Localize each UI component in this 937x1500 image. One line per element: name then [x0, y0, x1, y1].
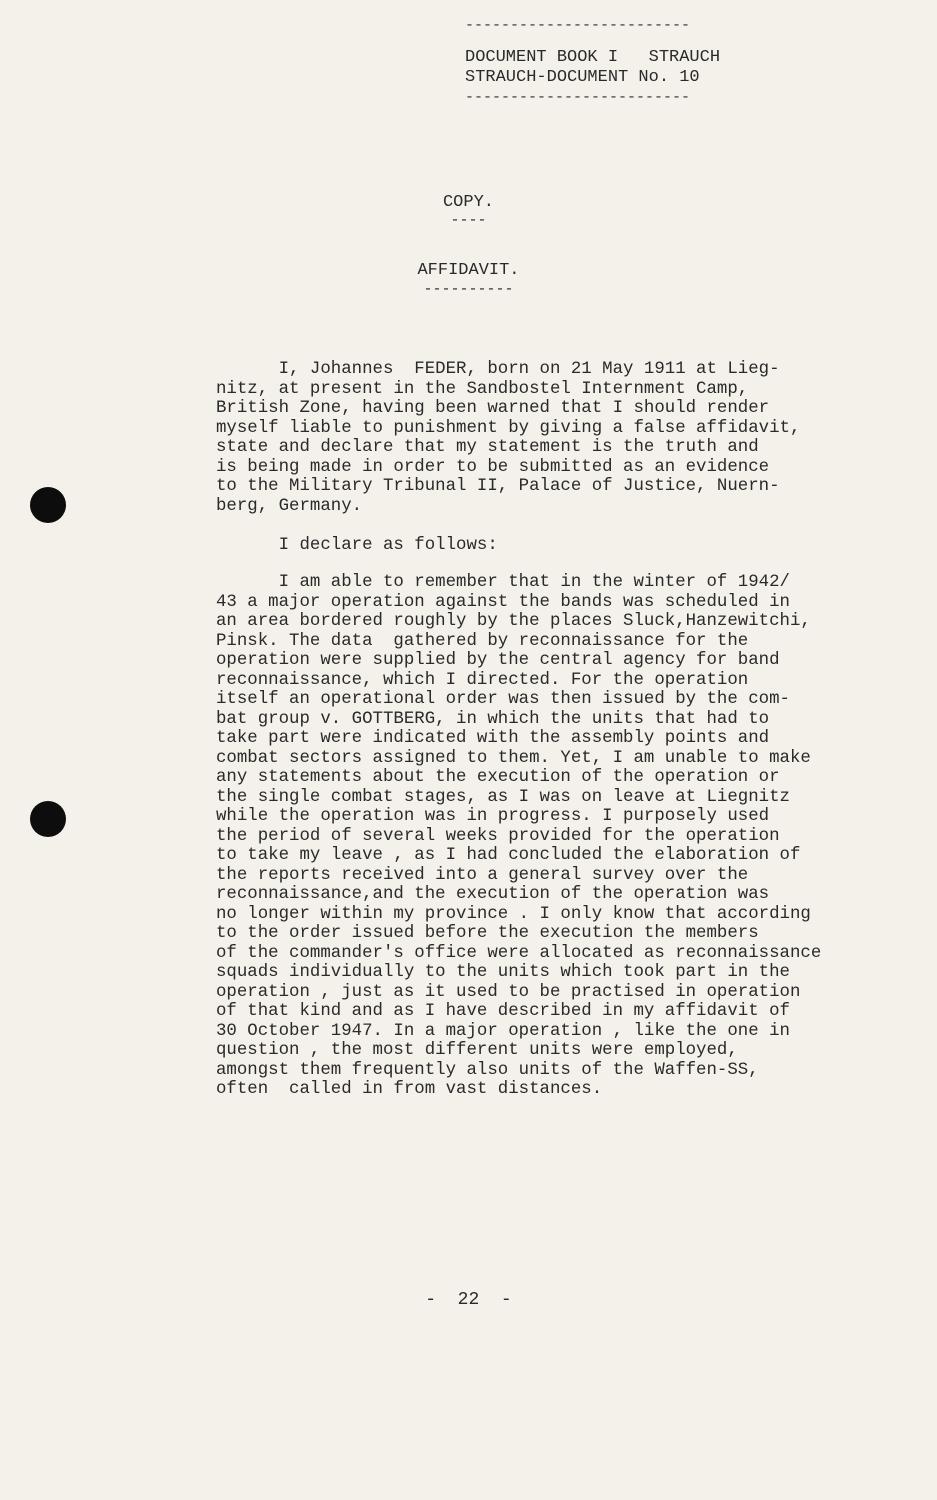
- page-number: - 22 -: [425, 1290, 512, 1310]
- punch-hole: [30, 801, 66, 837]
- paragraph-identity: I, Johannes FEDER, born on 21 May 1911 at Lieg- nitz, at present in the Sandbostel Internment Camp, British Zone, having been warned that I should render myself liable to punishment by giving a false affidavit, state and declare that my statement is the truth and is being made in order to be submitted as an evidence to the Military Tribunal II, Palace of Justice, Nuern- berg, Germany.: [216, 360, 801, 516]
- paragraph-statement: I am able to remember that in the winter of 1942/ 43 a major operation against the bands was scheduled in an area bordered roughly by the places Sluck,Hanzewitchi, Pinsk. The data gathered by reconnaissance for the operation were supplied by the central agency for band reconnaissance, which I directed. For the operation itself an operational order was then issued by the com- bat group v. GOTTBERG, in which the units that had to take part were indicated with the assembly points and combat sectors assigned to them. Yet, I am unable to make any statements about the execution of the operation or the single combat stages, as I was on leave at Liegnitz while the operation was in progress. I purposely used the period of several weeks provided for the operation to take my leave , as I had concluded the elaboration of the reports received into a general survey over the reconnaissance,and the execution of the operation was no longer within my province . I only know that according to the order issued before the execution the members of the commander's office were allocated as reconnaissance squads individually to the units which took part in the operation , just as it used to be practised in operation of that kind and as I have described in my affidavit of 30 October 1947. In a major operation , like the one in question , the most different units were employed, amongst them frequently also units of the Waffen-SS, often called in from vast distances.: [216, 573, 822, 1099]
- header-rule-bottom: -------------------------: [465, 89, 691, 106]
- paragraph-declaration: I declare as follows:: [216, 536, 498, 555]
- copy-title: COPY.: [442, 193, 494, 212]
- header-line-2: STRAUCH-DOCUMENT No. 10: [465, 68, 700, 87]
- header-line-1: DOCUMENT BOOK I STRAUCH: [465, 48, 721, 67]
- copy-underline: ----: [450, 212, 487, 229]
- affidavit-underline: ----------: [423, 281, 514, 298]
- punch-hole: [30, 487, 66, 523]
- document-header: [465, 18, 765, 106]
- affidavit-title: AFFIDAVIT.: [417, 261, 520, 280]
- header-rule-top: -------------------------: [465, 17, 691, 34]
